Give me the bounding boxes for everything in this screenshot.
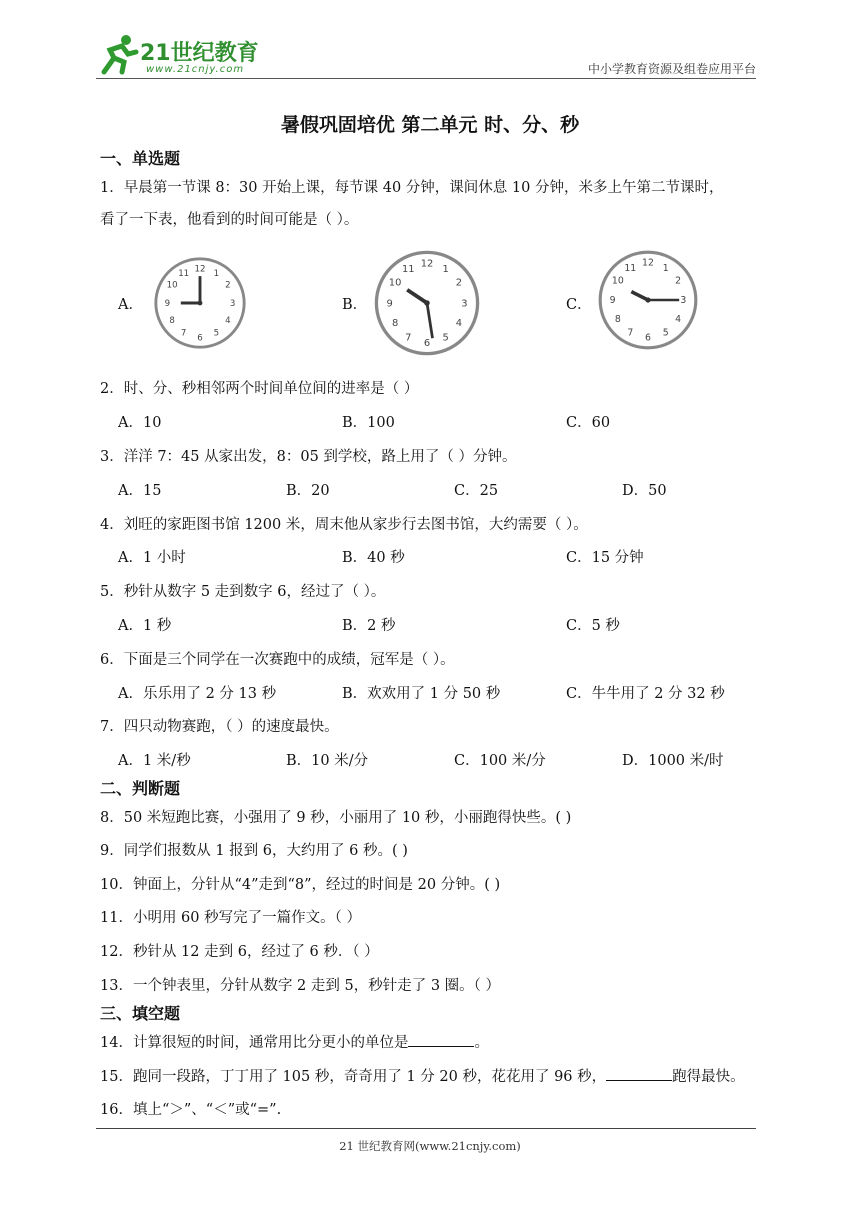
- question-5: 5．秒针从数字 5 走到数字 6，经过了（ ）。: [100, 584, 386, 600]
- question-12: 12．秒针从 12 走到 6，经过了 6 秒．（ ）: [100, 944, 379, 960]
- svg-text:9: 9: [386, 298, 393, 310]
- svg-text:4: 4: [455, 318, 463, 330]
- question-11: 11．小明用 60 秒写完了一篇作文。（ ）: [100, 910, 361, 926]
- q4-option-a: A．1 小时: [118, 550, 186, 566]
- clock-a-icon: [152, 255, 248, 351]
- section-heading-single-choice: 一、单选题: [100, 149, 181, 168]
- svg-text:5: 5: [213, 328, 220, 339]
- svg-text:7: 7: [405, 332, 412, 344]
- svg-text:1: 1: [442, 264, 449, 276]
- question-2: 2．时、分、秒相邻两个时间单位间的进率是（ ）: [100, 381, 419, 397]
- logo-runner-icon: [96, 32, 140, 76]
- question-7: 7．四只动物赛跑，（ ）的速度最快。: [100, 719, 339, 735]
- svg-text:2: 2: [455, 277, 463, 289]
- logo-text: 21世纪教育: [140, 41, 259, 66]
- svg-text:3: 3: [229, 298, 236, 309]
- svg-text:5: 5: [662, 327, 669, 339]
- q3-option-a: A．15: [118, 483, 162, 499]
- svg-text:5: 5: [442, 332, 449, 344]
- q4-option-c: C．15 分钟: [566, 550, 644, 566]
- q1-option-c: C．: [566, 297, 592, 313]
- svg-text:12: 12: [642, 257, 654, 269]
- question-3: 3．洋洋 7：45 从家出发，8：05 到学校，路上用了（ ）分钟。: [100, 449, 517, 465]
- svg-text:1: 1: [662, 262, 669, 274]
- svg-text:9: 9: [164, 298, 171, 309]
- q1-option-a: A．: [118, 297, 143, 313]
- page-title: 暑假巩固培优 第二单元 时、分、秒: [280, 114, 580, 136]
- svg-text:4: 4: [225, 316, 231, 327]
- question-15-end: 跑得最快。: [672, 1069, 745, 1085]
- svg-text:8: 8: [169, 316, 175, 327]
- q2-option-b: B．100: [342, 415, 395, 431]
- svg-text:7: 7: [180, 328, 187, 339]
- q6-option-c: C．牛牛用了 2 分 32 秒: [566, 686, 725, 702]
- question-14: [100, 1031, 489, 1052]
- svg-text:6: 6: [423, 337, 431, 349]
- q3-option-d: D．50: [622, 483, 667, 499]
- question-14-text: 14．计算很短的时间，通常用比分更小的单位是: [100, 1035, 409, 1051]
- question-15: [100, 1065, 745, 1086]
- question-8: 8．50 米短跑比赛，小强用了 9 秒，小丽用了 10 秒，小丽跑得快些。( ): [100, 810, 572, 826]
- q6-option-a: A．乐乐用了 2 分 13 秒: [118, 686, 277, 702]
- svg-text:2: 2: [675, 275, 682, 287]
- logo-url: www.21cnjy.com: [146, 64, 245, 75]
- svg-text:10: 10: [611, 275, 624, 287]
- svg-text:11: 11: [178, 269, 190, 280]
- question-9: 9．同学们报数从 1 报到 6，大约用了 6 秒。( ): [100, 843, 408, 859]
- svg-text:11: 11: [402, 264, 415, 276]
- header-divider: [96, 78, 756, 79]
- svg-text:11: 11: [624, 262, 637, 274]
- clock-c-icon: [596, 248, 700, 352]
- q2-option-a: A．10: [118, 415, 162, 431]
- svg-text:7: 7: [627, 327, 634, 339]
- svg-text:3: 3: [680, 295, 687, 307]
- question-15-text: 15．跑同一段路，丁丁用了 105 秒，奇奇用了 1 分 20 秒，花花用了 96 秒，: [100, 1069, 607, 1085]
- svg-text:9: 9: [609, 295, 616, 307]
- question-10: 10．钟面上，分针从“4”走到“8”，经过的时间是 20 分钟。( ): [100, 877, 501, 893]
- q7-option-b: B．10 米/分: [286, 753, 369, 769]
- platform-name: 中小学教育资源及组卷应用平台: [587, 62, 756, 76]
- svg-text:8: 8: [391, 318, 399, 330]
- question-1-line-2: 看了一下表，他看到的时间可能是（ ）。: [100, 212, 359, 228]
- svg-text:10: 10: [166, 280, 178, 291]
- answer-blank-15[interactable]: [606, 1066, 672, 1081]
- footer-text: 21 世纪教育网(www.21cnjy.com): [339, 1139, 521, 1153]
- svg-text:6: 6: [197, 333, 203, 344]
- section-heading-true-false: 二、判断题: [100, 779, 181, 798]
- q4-option-b: B．40 秒: [342, 550, 405, 566]
- q3-option-b: B．20: [286, 483, 330, 499]
- q7-option-a: A．1 米/秒: [118, 753, 191, 769]
- svg-text:3: 3: [461, 298, 468, 310]
- question-6: 6．下面是三个同学在一次赛跑中的成绩，冠军是（ ）。: [100, 652, 455, 668]
- q5-option-a: A．1 秒: [118, 618, 172, 634]
- question-14-end: 。: [474, 1035, 489, 1051]
- svg-text:12: 12: [420, 258, 434, 270]
- footer-divider: [96, 1128, 756, 1129]
- q1-option-b: B．: [342, 297, 368, 313]
- svg-text:4: 4: [675, 313, 682, 325]
- question-16: 16．填上“＞”、“＜”或“=”.: [100, 1102, 282, 1118]
- svg-text:2: 2: [225, 280, 231, 291]
- q6-option-b: B．欢欢用了 1 分 50 秒: [342, 686, 501, 702]
- q2-option-c: C．60: [566, 415, 611, 431]
- q5-option-b: B．2 秒: [342, 618, 396, 634]
- question-4: 4．刘旺的家距图书馆 1200 米，周末他从家步行去图书馆，大约需要（ ）。: [100, 517, 588, 533]
- svg-text:12: 12: [194, 264, 206, 275]
- question-1-line-1: 1．早晨第一节课 8：30 开始上课，每节课 40 分钟，课间休息 10 分钟，米多上午第二节课时，: [100, 180, 724, 196]
- svg-text:1: 1: [213, 269, 220, 280]
- svg-text:6: 6: [645, 332, 651, 344]
- q7-option-c: C．100 米/分: [454, 753, 546, 769]
- clock-b-icon: [372, 248, 482, 358]
- answer-blank-14[interactable]: [408, 1032, 474, 1047]
- svg-text:10: 10: [388, 277, 402, 289]
- q3-option-c: C．25: [454, 483, 499, 499]
- question-13: 13．一个钟表里，分针从数字 2 走到 5，秒针走了 3 圈。（ ）: [100, 978, 501, 994]
- q5-option-c: C．5 秒: [566, 618, 620, 634]
- section-heading-fill-blank: 三、填空题: [100, 1004, 181, 1023]
- q7-option-d: D．1000 米/时: [622, 753, 724, 769]
- svg-text:8: 8: [614, 313, 621, 325]
